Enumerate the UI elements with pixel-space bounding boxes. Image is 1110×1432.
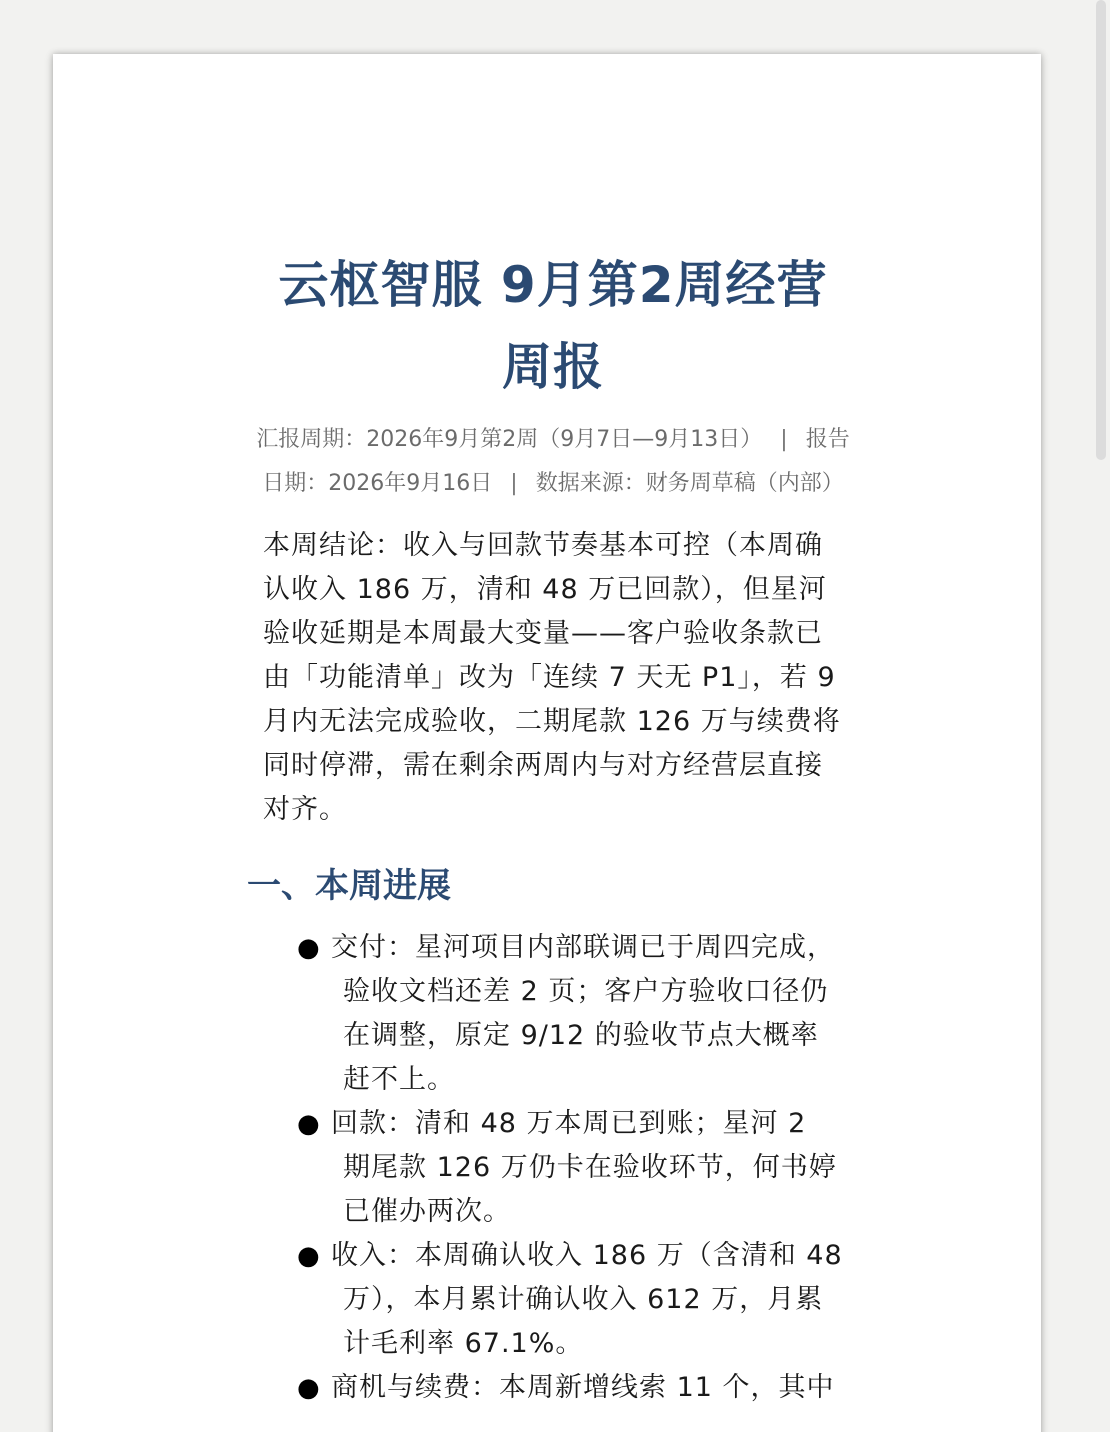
list-item-text: 收入：本周确认收入 186 万（含清和 48 万），本月累计确认收入 612 万，月累计毛利率 67.1%。 (331, 1240, 843, 1359)
list-item-text: 交付：星河项目内部联调已于周四完成，验收文档还差 2 页；客户方验收口径仍在调整，原定 9/12 的验收节点大概率赶不上。 (331, 932, 835, 1095)
list-item (297, 1234, 843, 1366)
bullet-icon: ● (297, 1109, 321, 1139)
meta-separator: | (510, 471, 518, 496)
report-source: 数据来源：财务周草稿（内部） (535, 471, 844, 496)
vertical-scrollbar[interactable] (1096, 0, 1106, 460)
list-item-text: 回款：清和 48 万本周已到账；星河 2 期尾款 126 万仍卡在验收环节，何书婷已催办两次。 (331, 1108, 837, 1227)
bullet-icon: ● (297, 933, 321, 963)
bullet-icon: ● (297, 1241, 321, 1271)
section-heading-progress: 一、本周进展 (247, 866, 451, 906)
list-item (297, 1366, 843, 1410)
report-meta (251, 418, 855, 506)
bullet-icon: ● (297, 1373, 321, 1403)
summary-paragraph: 本周结论：收入与回款节奏基本可控（本周确认收入 186 万，清和 48 万已回款），但星河验收延期是本周最大变量——客户验收条款已由「功能清单」改为「连续 7 天无 P1」，若 9 月内无法完成验收，二期尾款 126 万与续费将同时停滞，需在剩余两周内与对方经营层直接对齐。 (263, 530, 841, 825)
progress-list (263, 926, 843, 1410)
document-content (247, 244, 850, 1410)
meta-separator: | (780, 427, 788, 452)
document-page (53, 54, 1041, 1432)
report-period: 汇报周期：2026年9月第2周（9月7日—9月13日） (256, 427, 763, 452)
list-item (297, 1102, 843, 1234)
report-date: 报告日期：2026年9月16日 (262, 427, 850, 496)
list-item (297, 926, 843, 1102)
list-item-text: 商机与续费：本周新增线索 11 个，其中 (331, 1372, 835, 1403)
report-title: 云枢智服 9月第2周经营周报 (278, 256, 828, 396)
